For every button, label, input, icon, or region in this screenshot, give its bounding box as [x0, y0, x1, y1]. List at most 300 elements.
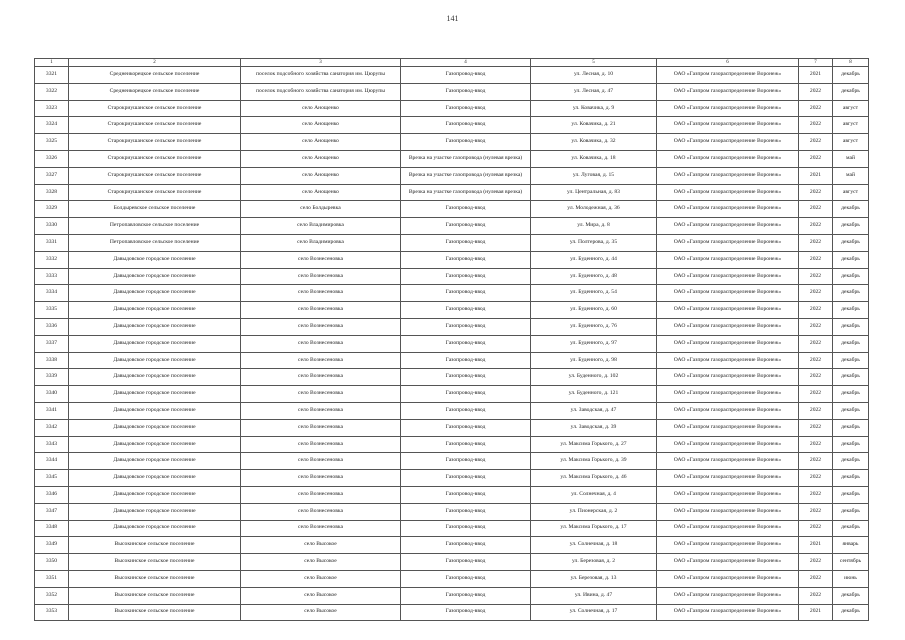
settlement-cell: Давыдовское городское поселение	[69, 369, 241, 386]
address-cell: ул. Буденного, д. 121	[531, 386, 657, 403]
object-type-cell: Газопровод-ввод	[401, 486, 531, 503]
locality-cell: село Вознесеновка	[241, 369, 401, 386]
table-row	[35, 470, 869, 487]
address-cell: ул. Молодежная, д. 36	[531, 201, 657, 218]
organization-cell: ОАО «Газпром газораспределение Воронеж»	[657, 554, 799, 571]
locality-cell: село Вознесеновка	[241, 520, 401, 537]
row-number-cell: 3335	[35, 302, 69, 319]
month-cell: декабрь	[833, 436, 869, 453]
organization-cell: ОАО «Газпром газораспределение Воронеж»	[657, 83, 799, 100]
year-cell: 2022	[799, 554, 833, 571]
row-number-cell: 3325	[35, 134, 69, 151]
settlement-cell: Давыдовское городское поселение	[69, 402, 241, 419]
year-cell: 2022	[799, 234, 833, 251]
organization-cell: ОАО «Газпром газораспределение Воронеж»	[657, 570, 799, 587]
address-cell: ул. Буденного, д. 76	[531, 318, 657, 335]
table-row	[35, 150, 869, 167]
locality-cell: село Анощенко	[241, 167, 401, 184]
month-cell: декабрь	[833, 268, 869, 285]
row-number-cell: 3351	[35, 570, 69, 587]
year-cell: 2022	[799, 335, 833, 352]
organization-cell: ОАО «Газпром газораспределение Воронеж»	[657, 503, 799, 520]
address-cell: ул. Центральная, д. 83	[531, 184, 657, 201]
month-cell: декабрь	[833, 302, 869, 319]
locality-cell: село Высокое	[241, 537, 401, 554]
table-row	[35, 100, 869, 117]
address-cell: ул. Луговая, д. 15	[531, 167, 657, 184]
year-cell: 2022	[799, 268, 833, 285]
organization-cell: ОАО «Газпром газораспределение Воронеж»	[657, 470, 799, 487]
row-number-cell: 3331	[35, 234, 69, 251]
row-number-cell: 3328	[35, 184, 69, 201]
organization-cell: ОАО «Газпром газораспределение Воронеж»	[657, 369, 799, 386]
address-cell: ул. Солнечная, д. 4	[531, 486, 657, 503]
year-cell: 2022	[799, 369, 833, 386]
settlement-cell: Давыдовское городское поселение	[69, 285, 241, 302]
settlement-cell: Давыдовское городское поселение	[69, 386, 241, 403]
object-type-cell: Газопровод-ввод	[401, 83, 531, 100]
locality-cell: село Вознесеновка	[241, 386, 401, 403]
year-cell: 2022	[799, 302, 833, 319]
settlement-cell: Высокинское сельское поселение	[69, 587, 241, 604]
address-cell: ул. Ивина, д. 47	[531, 587, 657, 604]
row-number-cell: 3323	[35, 100, 69, 117]
address-cell: ул. Мира, д. 8	[531, 218, 657, 235]
month-cell: декабрь	[833, 335, 869, 352]
month-cell: декабрь	[833, 234, 869, 251]
table-row	[35, 486, 869, 503]
table-row	[35, 436, 869, 453]
column-header: 3	[241, 59, 401, 67]
object-type-cell: Газопровод-ввод	[401, 234, 531, 251]
month-cell: декабрь	[833, 587, 869, 604]
row-number-cell: 3348	[35, 520, 69, 537]
organization-cell: ОАО «Газпром газораспределение Воронеж»	[657, 419, 799, 436]
table-row	[35, 285, 869, 302]
month-cell: декабрь	[833, 419, 869, 436]
settlement-cell: Давыдовское городское поселение	[69, 251, 241, 268]
settlement-cell: Старокриушанское сельское поселение	[69, 117, 241, 134]
settlement-cell: Высокинское сельское поселение	[69, 604, 241, 621]
organization-cell: ОАО «Газпром газораспределение Воронеж»	[657, 285, 799, 302]
address-cell: ул. Ковачика, д. 9	[531, 100, 657, 117]
address-cell: ул. Солнечная, д. 18	[531, 537, 657, 554]
year-cell: 2022	[799, 184, 833, 201]
month-cell: август	[833, 117, 869, 134]
month-cell: июнь	[833, 570, 869, 587]
table-row	[35, 318, 869, 335]
settlement-cell: Старокриушанское сельское поселение	[69, 184, 241, 201]
month-cell: декабрь	[833, 503, 869, 520]
row-number-cell: 3322	[35, 83, 69, 100]
row-number-cell: 3326	[35, 150, 69, 167]
object-type-cell: Газопровод-ввод	[401, 251, 531, 268]
month-cell: декабрь	[833, 604, 869, 621]
address-cell: ул. Ковачика, д. 18	[531, 150, 657, 167]
year-cell: 2021	[799, 604, 833, 621]
year-cell: 2022	[799, 520, 833, 537]
year-cell: 2022	[799, 470, 833, 487]
row-number-cell: 3332	[35, 251, 69, 268]
object-type-cell: Газопровод-ввод	[401, 268, 531, 285]
page-number: 141	[446, 14, 459, 23]
object-type-cell: Газопровод-ввод	[401, 285, 531, 302]
table-row	[35, 234, 869, 251]
settlement-cell: Высокинское сельское поселение	[69, 570, 241, 587]
table-row	[35, 587, 869, 604]
row-number-cell: 3327	[35, 167, 69, 184]
organization-cell: ОАО «Газпром газораспределение Воронеж»	[657, 453, 799, 470]
settlement-cell: Давыдовское городское поселение	[69, 453, 241, 470]
object-type-cell: Газопровод-ввод	[401, 419, 531, 436]
locality-cell: село Вознесеновка	[241, 285, 401, 302]
object-type-cell: Газопровод-ввод	[401, 335, 531, 352]
row-number-cell: 3341	[35, 402, 69, 419]
table-row	[35, 218, 869, 235]
month-cell: декабрь	[833, 251, 869, 268]
settlement-cell: Давыдовское городское поселение	[69, 352, 241, 369]
month-cell: декабрь	[833, 352, 869, 369]
row-number-cell: 3334	[35, 285, 69, 302]
address-cell: ул. Буденного, д. 54	[531, 285, 657, 302]
table-row	[35, 419, 869, 436]
settlement-cell: Старокриушанское сельское поселение	[69, 134, 241, 151]
table-body	[35, 67, 869, 621]
table-row	[35, 537, 869, 554]
address-cell: ул. Солнечная, д. 17	[531, 604, 657, 621]
month-cell: август	[833, 184, 869, 201]
month-cell: декабрь	[833, 369, 869, 386]
table-row	[35, 570, 869, 587]
organization-cell: ОАО «Газпром газораспределение Воронеж»	[657, 302, 799, 319]
locality-cell: село Высокое	[241, 554, 401, 571]
month-cell: декабрь	[833, 83, 869, 100]
object-type-cell: Газопровод-ввод	[401, 302, 531, 319]
year-cell: 2021	[799, 167, 833, 184]
row-number-cell: 3330	[35, 218, 69, 235]
settlement-cell: Давыдовское городское поселение	[69, 470, 241, 487]
register-table	[34, 58, 869, 621]
year-cell: 2022	[799, 436, 833, 453]
row-number-cell: 3345	[35, 470, 69, 487]
month-cell: декабрь	[833, 386, 869, 403]
locality-cell: село Анощенко	[241, 117, 401, 134]
object-type-cell: Газопровод-ввод	[401, 218, 531, 235]
object-type-cell: Газопровод-ввод	[401, 386, 531, 403]
year-cell: 2022	[799, 453, 833, 470]
settlement-cell: Давыдовское городское поселение	[69, 520, 241, 537]
table-row	[35, 83, 869, 100]
row-number-cell: 3342	[35, 419, 69, 436]
year-cell: 2022	[799, 150, 833, 167]
year-cell: 2022	[799, 285, 833, 302]
month-cell: декабрь	[833, 470, 869, 487]
table-row	[35, 167, 869, 184]
table-row	[35, 201, 869, 218]
organization-cell: ОАО «Газпром газораспределение Воронеж»	[657, 184, 799, 201]
object-type-cell: Газопровод-ввод	[401, 352, 531, 369]
year-cell: 2022	[799, 83, 833, 100]
month-cell: май	[833, 167, 869, 184]
address-cell: ул. Заводская, д. 39	[531, 419, 657, 436]
locality-cell: поселок подсобного хозяйства санатория им. Цюрупы	[241, 83, 401, 100]
row-number-cell: 3347	[35, 503, 69, 520]
organization-cell: ОАО «Газпром газораспределение Воронеж»	[657, 218, 799, 235]
address-cell: ул. Буденного, д. 97	[531, 335, 657, 352]
locality-cell: село Вознесеновка	[241, 470, 401, 487]
row-number-cell: 3350	[35, 554, 69, 571]
address-cell: ул. Максима Горького, д. 17	[531, 520, 657, 537]
month-cell: сентябрь	[833, 554, 869, 571]
year-cell: 2022	[799, 100, 833, 117]
year-cell: 2022	[799, 486, 833, 503]
locality-cell: село Вознесеновка	[241, 453, 401, 470]
year-cell: 2022	[799, 134, 833, 151]
table-row	[35, 251, 869, 268]
table-row	[35, 554, 869, 571]
row-number-cell: 3329	[35, 201, 69, 218]
row-number-cell: 3340	[35, 386, 69, 403]
organization-cell: ОАО «Газпром газораспределение Воронеж»	[657, 335, 799, 352]
row-number-cell: 3321	[35, 67, 69, 84]
organization-cell: ОАО «Газпром газораспределение Воронеж»	[657, 167, 799, 184]
organization-cell: ОАО «Газпром газораспределение Воронеж»	[657, 234, 799, 251]
column-header: 8	[833, 59, 869, 67]
settlement-cell: Высокинское сельское поселение	[69, 537, 241, 554]
locality-cell: село Вознесеновка	[241, 335, 401, 352]
table-row	[35, 604, 869, 621]
month-cell: декабрь	[833, 520, 869, 537]
month-cell: декабрь	[833, 285, 869, 302]
year-cell: 2022	[799, 570, 833, 587]
settlement-cell: Высокинское сельское поселение	[69, 554, 241, 571]
row-number-cell: 3344	[35, 453, 69, 470]
table-row	[35, 520, 869, 537]
address-cell: ул. Лесная, д. 47	[531, 83, 657, 100]
organization-cell: ОАО «Газпром газораспределение Воронеж»	[657, 402, 799, 419]
month-cell: май	[833, 150, 869, 167]
organization-cell: ОАО «Газпром газораспределение Воронеж»	[657, 587, 799, 604]
organization-cell: ОАО «Газпром газораспределение Воронеж»	[657, 486, 799, 503]
table-row	[35, 369, 869, 386]
column-header: 7	[799, 59, 833, 67]
address-cell: ул. Березовая, д. 2	[531, 554, 657, 571]
address-cell: ул. Буденного, д. 48	[531, 268, 657, 285]
settlement-cell: Петропавловское сельское поселение	[69, 234, 241, 251]
row-number-cell: 3349	[35, 537, 69, 554]
organization-cell: ОАО «Газпром газораспределение Воронеж»	[657, 100, 799, 117]
locality-cell: село Вознесеновка	[241, 503, 401, 520]
organization-cell: ОАО «Газпром газораспределение Воронеж»	[657, 520, 799, 537]
organization-cell: ОАО «Газпром газораспределение Воронеж»	[657, 150, 799, 167]
month-cell: декабрь	[833, 67, 869, 84]
settlement-cell: Старокриушанское сельское поселение	[69, 100, 241, 117]
object-type-cell: Врезка на участке газопровода (нулевая врезка)	[401, 150, 531, 167]
organization-cell: ОАО «Газпром газораспределение Воронеж»	[657, 318, 799, 335]
settlement-cell: Среднеикорецкое сельское поселение	[69, 67, 241, 84]
address-cell: ул. Полтерова, д. 35	[531, 234, 657, 251]
organization-cell: ОАО «Газпром газораспределение Воронеж»	[657, 134, 799, 151]
table-row	[35, 268, 869, 285]
settlement-cell: Старокриушанское сельское поселение	[69, 167, 241, 184]
object-type-cell: Газопровод-ввод	[401, 604, 531, 621]
locality-cell: село Анощенко	[241, 150, 401, 167]
address-cell: ул. Буденного, д. 98	[531, 352, 657, 369]
locality-cell: село Владимировка	[241, 218, 401, 235]
row-number-cell: 3337	[35, 335, 69, 352]
address-cell: ул. Буденного, д. 102	[531, 369, 657, 386]
month-cell: декабрь	[833, 486, 869, 503]
address-cell: ул. Ковачика, д. 21	[531, 117, 657, 134]
year-cell: 2022	[799, 218, 833, 235]
locality-cell: поселок подсобного хозяйства санатория им. Цюрупы	[241, 67, 401, 84]
locality-cell: село Вознесеновка	[241, 419, 401, 436]
month-cell: декабрь	[833, 218, 869, 235]
organization-cell: ОАО «Газпром газораспределение Воронеж»	[657, 117, 799, 134]
year-cell: 2022	[799, 318, 833, 335]
table-row	[35, 352, 869, 369]
table-row	[35, 335, 869, 352]
column-number-row	[35, 59, 869, 67]
settlement-cell: Давыдовское городское поселение	[69, 318, 241, 335]
address-cell: ул. Пионерская, д. 2	[531, 503, 657, 520]
column-header: 5	[531, 59, 657, 67]
year-cell: 2022	[799, 201, 833, 218]
address-cell: ул. Лесная, д. 10	[531, 67, 657, 84]
month-cell: декабрь	[833, 453, 869, 470]
object-type-cell: Газопровод-ввод	[401, 554, 531, 571]
year-cell: 2022	[799, 352, 833, 369]
settlement-cell: Старокриушанское сельское поселение	[69, 150, 241, 167]
object-type-cell: Газопровод-ввод	[401, 67, 531, 84]
object-type-cell: Газопровод-ввод	[401, 470, 531, 487]
settlement-cell: Петропавловское сельское поселение	[69, 218, 241, 235]
locality-cell: село Анощенко	[241, 184, 401, 201]
month-cell: декабрь	[833, 402, 869, 419]
row-number-cell: 3339	[35, 369, 69, 386]
organization-cell: ОАО «Газпром газораспределение Воронеж»	[657, 436, 799, 453]
organization-cell: ОАО «Газпром газораспределение Воронеж»	[657, 251, 799, 268]
locality-cell: село Болдыревка	[241, 201, 401, 218]
year-cell: 2022	[799, 386, 833, 403]
year-cell: 2022	[799, 402, 833, 419]
address-cell: ул. Максима Горького, д. 27	[531, 436, 657, 453]
settlement-cell: Давыдовское городское поселение	[69, 486, 241, 503]
settlement-cell: Болдыревское сельское поселение	[69, 201, 241, 218]
month-cell: декабрь	[833, 318, 869, 335]
object-type-cell: Газопровод-ввод	[401, 369, 531, 386]
address-cell: ул. Ковачика, д. 32	[531, 134, 657, 151]
table-row	[35, 302, 869, 319]
address-cell: ул. Березовая, д. 13	[531, 570, 657, 587]
organization-cell: ОАО «Газпром газораспределение Воронеж»	[657, 604, 799, 621]
column-header: 1	[35, 59, 69, 67]
table-row	[35, 117, 869, 134]
settlement-cell: Давыдовское городское поселение	[69, 436, 241, 453]
row-number-cell: 3343	[35, 436, 69, 453]
organization-cell: ОАО «Газпром газораспределение Воронеж»	[657, 201, 799, 218]
object-type-cell: Газопровод-ввод	[401, 503, 531, 520]
locality-cell: село Владимировка	[241, 234, 401, 251]
settlement-cell: Давыдовское городское поселение	[69, 419, 241, 436]
row-number-cell: 3338	[35, 352, 69, 369]
settlement-cell: Давыдовское городское поселение	[69, 268, 241, 285]
locality-cell: село Высокое	[241, 570, 401, 587]
month-cell: август	[833, 100, 869, 117]
column-header: 4	[401, 59, 531, 67]
table-row	[35, 134, 869, 151]
settlement-cell: Давыдовское городское поселение	[69, 503, 241, 520]
address-cell: ул. Заводская, д. 47	[531, 402, 657, 419]
locality-cell: село Вознесеновка	[241, 268, 401, 285]
locality-cell: село Вознесеновка	[241, 436, 401, 453]
row-number-cell: 3353	[35, 604, 69, 621]
locality-cell: село Вознесеновка	[241, 251, 401, 268]
row-number-cell: 3336	[35, 318, 69, 335]
object-type-cell: Газопровод-ввод	[401, 318, 531, 335]
locality-cell: село Вознесеновка	[241, 302, 401, 319]
month-cell: август	[833, 134, 869, 151]
locality-cell: село Высокое	[241, 587, 401, 604]
locality-cell: село Высокое	[241, 604, 401, 621]
locality-cell: село Вознесеновка	[241, 486, 401, 503]
settlement-cell: Среднеикорецкое сельское поселение	[69, 83, 241, 100]
row-number-cell: 3346	[35, 486, 69, 503]
object-type-cell: Газопровод-ввод	[401, 117, 531, 134]
object-type-cell: Врезка на участке газопровода (нулевая врезка)	[401, 184, 531, 201]
table-row	[35, 67, 869, 84]
locality-cell: село Вознесеновка	[241, 318, 401, 335]
year-cell: 2022	[799, 117, 833, 134]
address-cell: ул. Буденного, д. 60	[531, 302, 657, 319]
object-type-cell: Газопровод-ввод	[401, 520, 531, 537]
table-row	[35, 503, 869, 520]
address-cell: ул. Максима Горького, д. 46	[531, 470, 657, 487]
organization-cell: ОАО «Газпром газораспределение Воронеж»	[657, 386, 799, 403]
column-header: 6	[657, 59, 799, 67]
year-cell: 2021	[799, 537, 833, 554]
row-number-cell: 3333	[35, 268, 69, 285]
organization-cell: ОАО «Газпром газораспределение Воронеж»	[657, 67, 799, 84]
settlement-cell: Давыдовское городское поселение	[69, 302, 241, 319]
object-type-cell: Газопровод-ввод	[401, 134, 531, 151]
object-type-cell: Газопровод-ввод	[401, 201, 531, 218]
address-cell: ул. Буденного, д. 44	[531, 251, 657, 268]
column-header: 2	[69, 59, 241, 67]
year-cell: 2022	[799, 419, 833, 436]
organization-cell: ОАО «Газпром газораспределение Воронеж»	[657, 268, 799, 285]
month-cell: декабрь	[833, 201, 869, 218]
year-cell: 2022	[799, 587, 833, 604]
table-row	[35, 184, 869, 201]
year-cell: 2022	[799, 251, 833, 268]
row-number-cell: 3324	[35, 117, 69, 134]
locality-cell: село Анощенко	[241, 134, 401, 151]
locality-cell: село Вознесеновка	[241, 402, 401, 419]
settlement-cell: Давыдовское городское поселение	[69, 335, 241, 352]
locality-cell: село Анощенко	[241, 100, 401, 117]
object-type-cell: Газопровод-ввод	[401, 436, 531, 453]
row-number-cell: 3352	[35, 587, 69, 604]
table-row	[35, 453, 869, 470]
month-cell: январь	[833, 537, 869, 554]
object-type-cell: Газопровод-ввод	[401, 100, 531, 117]
object-type-cell: Газопровод-ввод	[401, 587, 531, 604]
organization-cell: ОАО «Газпром газораспределение Воронеж»	[657, 537, 799, 554]
object-type-cell: Газопровод-ввод	[401, 537, 531, 554]
address-cell: ул. Максима Горького, д. 39	[531, 453, 657, 470]
object-type-cell: Врезка на участке газопровода (нулевая врезка)	[401, 167, 531, 184]
